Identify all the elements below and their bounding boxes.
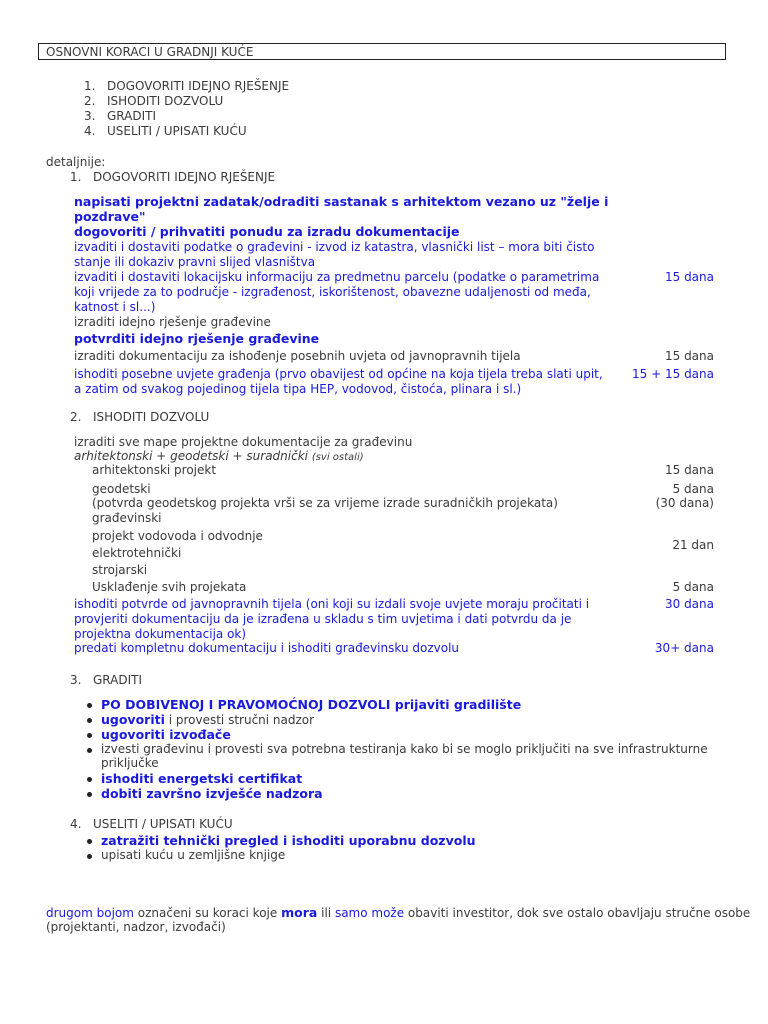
s2-project-water: projekt vodovoda i odvodnje (92, 529, 263, 543)
overview-item-3: GRADITI (107, 109, 157, 123)
s2-project-geodetic: geodetski (92, 482, 151, 496)
page-title: OSNOVNI KORACI U GRADNJI KUĆE (38, 43, 726, 60)
s2-subtitle-note: (svi ostali) (311, 452, 364, 463)
s2-project-civil: građevinski (92, 511, 162, 525)
bullet-icon (87, 733, 92, 738)
overview-item-4: USELITI / UPISATI KUĆU (107, 124, 247, 138)
legend-part-c: mora (281, 905, 318, 920)
s2-project-coordination: Usklađenje svih projekata (92, 580, 247, 594)
s1-step-location-line3: katnost i sl...) (74, 300, 156, 314)
s1-step-conditions-line1: ishoditi posebne uvjete građenja (prvo obavijest od općine na koja tijela treba slati upit, (74, 367, 603, 381)
s3-step-supervision-verb: ugovoriti (101, 712, 165, 727)
legend-line2: (projektanti, nadzor, izvođači) (46, 920, 226, 934)
s2-step-confirmations-line3: projektna dokumentacija ok) (74, 627, 247, 641)
s2-project-mechanical: strojarski (92, 563, 148, 577)
s2-project-geodetic-note-duration: (30 dana) (655, 496, 714, 510)
s2-num: 2. (70, 410, 82, 424)
s2-project-architectural-duration: 15 dana (664, 463, 714, 477)
bullet-icon (87, 792, 92, 797)
s1-step-location-line2: koji vrijede za to područje - izgrađenost, iskorištenost, obavezne udaljenosti od međa, (74, 285, 591, 299)
s1-step-brief-line1: napisati projektni zadatak/odraditi sastanak s arhitektom vezano uz "želje i (74, 194, 609, 209)
s3-heading: GRADITI (93, 673, 143, 687)
overview-num-2: 2. (84, 94, 96, 108)
s2-project-coordination-duration: 5 dana (672, 580, 714, 594)
overview-num-1: 1. (84, 79, 96, 93)
legend-part-d: ili (317, 906, 335, 920)
s1-step-concept: izraditi idejno rješenje građevine (74, 315, 271, 329)
bullet-icon (87, 854, 92, 859)
s3-step-supervision (101, 712, 314, 728)
s1-step-cadastre-line2: stanje ili dokaziv pravni slijed vlasništva (74, 255, 316, 269)
s2-step-confirmations-line2: provjeriti dokumentaciju da je izrađena u skladu s tim uvjetima i dati potvrdu da je (74, 612, 572, 626)
bullet-icon (87, 777, 92, 782)
s2-step-permit: predati kompletnu dokumentaciju i ishoditi građevinsku dozvolu (74, 641, 460, 655)
s2-projects-duration: 21 dan (672, 538, 714, 552)
s2-project-architectural: arhitektonski projekt (92, 463, 217, 477)
legend-part-e: samo može (334, 906, 405, 920)
bullet-icon (87, 748, 92, 753)
bullet-icon (87, 703, 92, 708)
s3-step-final-report: dobiti završno izvješće nadzora (101, 786, 323, 801)
bullet-icon (87, 718, 92, 723)
s2-heading: ISHODITI DOZVOLU (93, 410, 210, 424)
s1-num: 1. (70, 170, 82, 184)
detail-label: detaljnije: (46, 155, 106, 169)
s1-step-docs-duration: 15 dana (664, 349, 714, 363)
legend-part-f: obaviti investitor, dok sve ostalo obavljaju stručne osobe (404, 906, 751, 920)
s3-step-build-line1: izvesti građevinu i provesti sva potrebna testiranja kako bi se moglo priključiti na sve infrastrukturne (101, 742, 708, 756)
s3-step-contractors: ugovoriti izvođače (101, 727, 231, 742)
s3-num: 3. (70, 673, 82, 687)
legend-part-a: drugom bojom (46, 906, 134, 920)
s2-project-geodetic-duration: 5 dana (672, 482, 714, 496)
s2-subtitle-text: arhitektonski + geodetski + suradnički (74, 449, 308, 463)
s2-step-confirmations-duration: 30 dana (664, 597, 714, 611)
s1-step-location-line1: izvaditi i dostaviti lokacijsku informaciju za predmetnu parcelu (podatke o parametrima (74, 270, 600, 284)
s1-step-offer: dogovoriti / prihvatiti ponudu za izradu dokumentacije (74, 224, 460, 239)
s1-step-cadastre-line1: izvaditi i dostaviti podatke o građevini - izvod iz katastra, vlasnički list – mora biti čisto (74, 240, 595, 254)
s1-step-conditions-line2: a zatim od svakog pojedinog tijela tipa HEP, vodovod, čistoća, plinara i sl.) (74, 382, 522, 396)
s1-step-brief-line2: pozdrave" (74, 209, 146, 224)
overview-num-3: 3. (84, 109, 96, 123)
s3-step-supervision-rest: i provesti stručni nadzor (164, 713, 315, 727)
s2-project-geodetic-note: (potvrda geodetskog projekta vrši se za vrijeme izrade suradničkih projekata) (92, 496, 558, 510)
s1-step-confirm: potvrditi idejno rješenje građevine (74, 331, 320, 346)
s2-project-electrical: elektrotehnički (92, 546, 182, 560)
legend-line1 (46, 905, 750, 921)
s1-heading: DOGOVORITI IDEJNO RJEŠENJE (93, 170, 276, 184)
s4-step-inspection: zatražiti tehnički pregled i ishoditi uporabnu dozvolu (101, 833, 476, 848)
overview-item-2: ISHODITI DOZVOLU (107, 94, 224, 108)
s2-step-confirmations-line1: ishoditi potvrde od javnopravnih tijela (oni koji su izdali svoje uvjete moraju pročitati i (74, 597, 590, 611)
s3-step-build-line2: priključke (101, 756, 159, 770)
overview-item-1: DOGOVORITI IDEJNO RJEŠENJE (107, 79, 290, 93)
bullet-icon (87, 839, 92, 844)
s1-step-conditions-duration: 15 + 15 dana (632, 367, 714, 381)
s3-step-register-site: PO DOBIVENOJ I PRAVOMOĆNOJ DOZVOLI prijaviti gradilište (101, 697, 522, 712)
overview-num-4: 4. (84, 124, 96, 138)
s3-step-energy-certificate: ishoditi energetski certifikat (101, 771, 303, 786)
legend-part-b: označeni su koraci koje (133, 906, 282, 920)
s4-heading: USELITI / UPISATI KUĆU (93, 817, 233, 831)
s2-intro: izraditi sve mape projektne dokumentacije za građevinu (74, 435, 413, 449)
s4-step-land-registry: upisati kuću u zemljišne knjige (101, 848, 286, 862)
s2-step-permit-duration: 30+ dana (654, 641, 714, 655)
s1-step-location-duration: 15 dana (664, 270, 714, 284)
s1-step-docs: izraditi dokumentaciju za ishođenje posebnih uvjeta od javnopravnih tijela (74, 349, 521, 363)
s4-num: 4. (70, 817, 82, 831)
